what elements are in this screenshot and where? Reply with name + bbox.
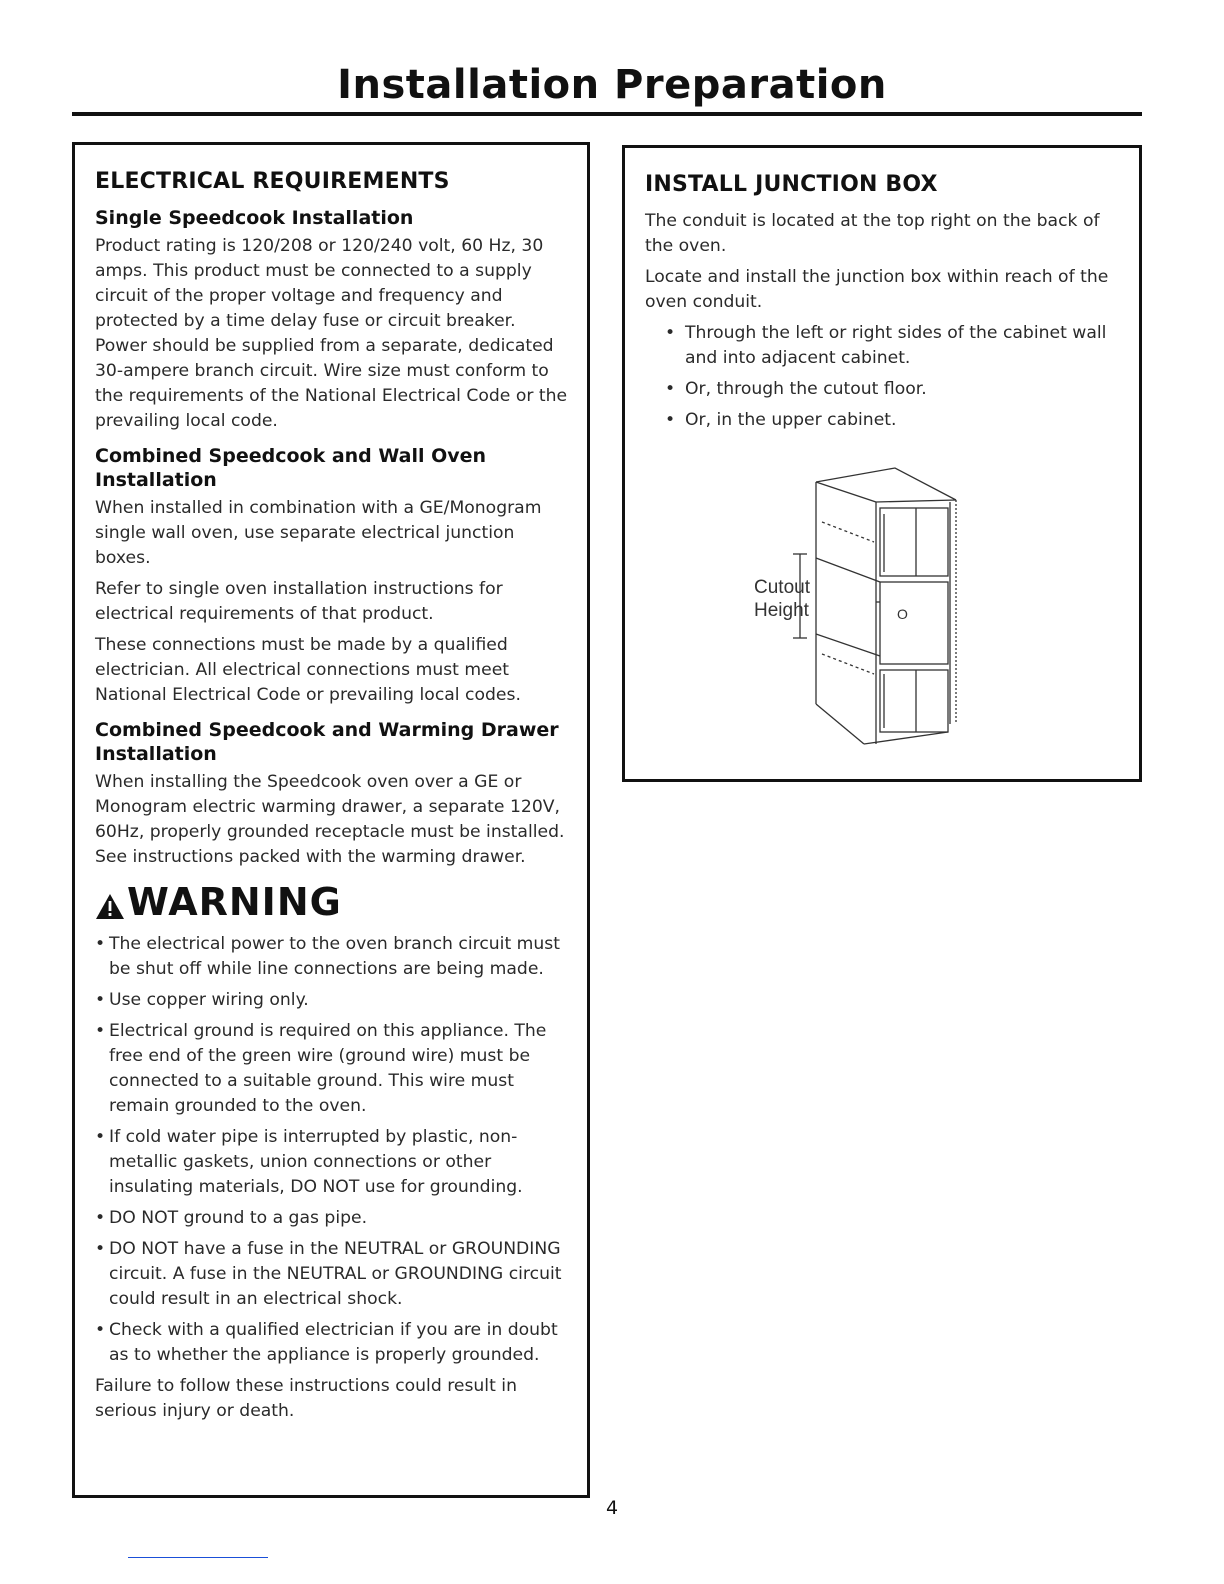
bullet-icon: • (95, 1239, 106, 1259)
install-junction-heading: INSTALL JUNCTION BOX (645, 172, 938, 197)
bullet-icon: • (665, 323, 676, 343)
warning-item-text: DO NOT have a fuse in the NEUTRAL or GROUNDING circuit. A fuse in the NEUTRAL or GROUNDING circuit could result in an electrical shock. (109, 1239, 562, 1309)
warning-item-text: Check with a qualified electrician if you are in doubt as to whether the appliance is properly grounded. (109, 1320, 558, 1365)
height-label: Height (754, 600, 809, 621)
warning-footer: Failure to follow these instructions could result in serious injury or death. (95, 1376, 517, 1421)
warning-item (95, 1237, 569, 1312)
warming-drawer-text: When installing the Speedcook oven over a GE or Monogram electric warming drawer, a separate 120V, 60Hz, properly grounded receptacle must be installed. See instructions packed with the warming drawer. (95, 772, 565, 867)
warning-triangle-icon (95, 892, 125, 920)
junction-bullet (665, 321, 1129, 371)
single-installation-heading: Single Speedcook Installation (95, 207, 414, 229)
bottom-link-underline (128, 1557, 268, 1558)
warning-item (95, 1019, 569, 1119)
bullet-icon: • (665, 379, 676, 399)
warning-item-text: If cold water pipe is interrupted by plastic, non-metallic gaskets, union connections or other insulating materials, DO NOT use for grounding. (109, 1127, 523, 1197)
warning-item-text: The electrical power to the oven branch circuit must be shut off while line connections are being made. (109, 934, 560, 979)
junction-bullet-text: Or, in the upper cabinet. (685, 410, 897, 430)
warning-item-text: Use copper wiring only. (109, 990, 309, 1010)
cabinet-top (816, 468, 956, 500)
junction-bullet-text: Through the left or right sides of the cabinet wall and into adjacent cabinet. (685, 323, 1107, 368)
wall-oven-installation-heading: Combined Speedcook and Wall Oven Installation (95, 445, 487, 491)
junction-bullet-text: Or, through the cutout floor. (685, 379, 927, 399)
cutout-opening (880, 582, 948, 664)
title-rule (72, 112, 1142, 116)
bullet-icon: • (95, 990, 106, 1010)
junction-bullet (665, 408, 1129, 433)
page-number: 4 (605, 1497, 619, 1519)
electrical-requirements-box (72, 142, 590, 1498)
warning-item-text: DO NOT ground to a gas pipe. (109, 1208, 368, 1228)
page-title: Installation Preparation (337, 62, 887, 108)
warning-item (95, 932, 569, 982)
junction-mark: O (897, 606, 908, 622)
warning-list (95, 932, 569, 1368)
wall-oven-paragraph: These connections must be made by a qualified electrician. All electrical connections must meet National Electrical Code or prevailing local codes. (95, 635, 521, 705)
warning-heading-text: WARNING (127, 880, 342, 924)
warning-item (95, 1125, 569, 1200)
warning-item (95, 1206, 569, 1231)
bullet-icon: • (665, 410, 676, 430)
warning-heading (95, 880, 569, 924)
upper-cabinet-doors (880, 508, 948, 576)
single-installation-text: Product rating is 120/208 or 120/240 volt, 60 Hz, 30 amps. This product must be connected to a supply circuit of the proper voltage and frequency and protected by a time delay fuse or circuit breaker. Power should be supplied from a separate, dedicated 30-ampere branch circuit. Wire size must conform to the requirements of the National Electrical Code or the prevailing local code. (95, 236, 568, 431)
lower-cabinet-doors (880, 670, 948, 732)
warming-drawer-installation-heading: Combined Speedcook and Warming Drawer Installation (95, 719, 559, 765)
bullet-icon: • (95, 934, 106, 954)
bullet-icon: • (95, 1021, 106, 1041)
bullet-icon: • (95, 1127, 106, 1147)
warning-item (95, 988, 569, 1013)
bullet-icon: • (95, 1320, 106, 1340)
electrical-requirements-heading: ELECTRICAL REQUIREMENTS (95, 169, 450, 194)
cabinet-diagram (750, 462, 970, 752)
wall-oven-paragraph: When installed in combination with a GE/Monogram single wall oven, use separate electrical junction boxes. (95, 498, 542, 568)
junction-paragraph: The conduit is located at the top right on the back of the oven. (645, 211, 1100, 256)
junction-bullet-list (665, 321, 1129, 433)
wall-oven-paragraph: Refer to single oven installation instructions for electrical requirements of that product. (95, 579, 503, 624)
warning-item-text: Electrical ground is required on this appliance. The free end of the green wire (ground wire) must be connected to a suitable ground. This wire must remain grounded to the oven. (109, 1021, 547, 1116)
cutout-label: Cutout (754, 577, 810, 598)
warning-item (95, 1318, 569, 1368)
junction-paragraph: Locate and install the junction box within reach of the oven conduit. (645, 267, 1109, 312)
bullet-icon: • (95, 1208, 106, 1228)
junction-bullet (665, 377, 1129, 402)
